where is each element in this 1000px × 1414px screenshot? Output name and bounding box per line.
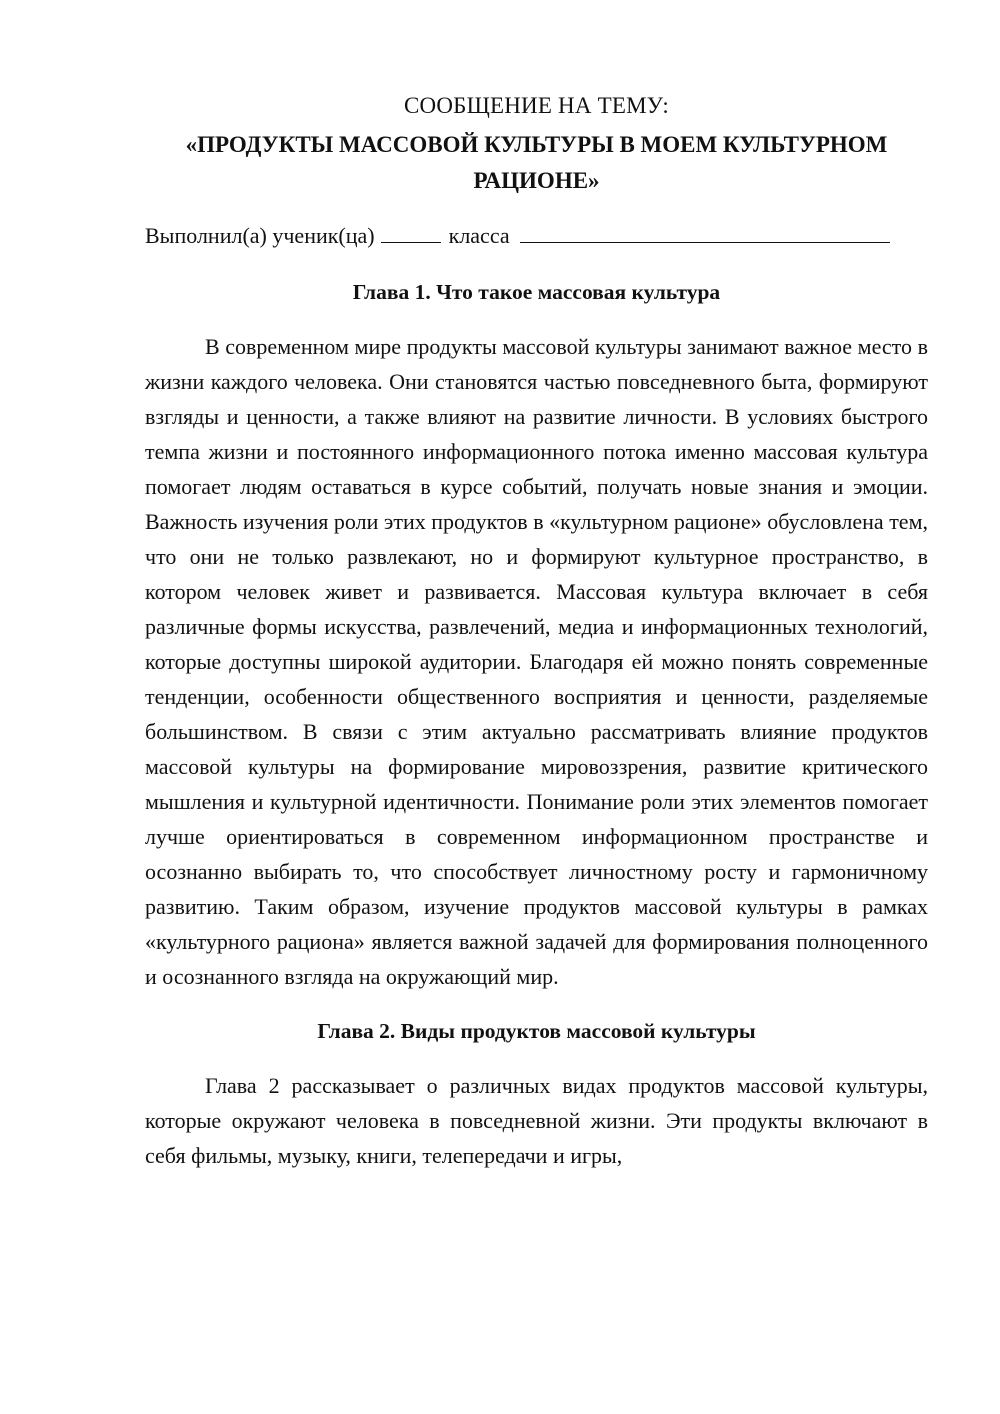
- report-type-heading: СООБЩЕНИЕ НА ТЕМУ:: [404, 93, 669, 118]
- chapter-2-title: Глава 2. Виды продуктов массовой культуры: [317, 1019, 756, 1043]
- chapter-1-paragraph: В современном мире продукты массовой культуры занимают важное место в жизни каждого человека. Они становятся частью повседневного быта, формируют взгляды и ценности, а также влияют на развитие личности. В условиях быстрого темпа жизни и постоянного информационного потока именно массовая культура помогает людям оставаться в курсе событий, получать новые знания и эмоции. Важность изучения роли этих продуктов в «культурном рационе» обусловлена тем, что они не только развлекают, но и формируют культурное пространство, в котором человек живет и развивается. Массовая культура включает в себя различные формы искусства, развлечений, медиа и информационных технологий, которые доступны широкой аудитории. Благодаря ей можно понять современные тенденции, особенности общественного восприятия и ценности, разделяемые большинством. В связи с этим актуально рассматривать влияние продуктов массовой культуры на формирование мировоззрения, развитие критического мышления и культурной идентичности. Понимание роли этих элементов помогает лучше ориентироваться в современном информационном пространстве и осознанно выбирать то, что способствует личностному росту и гармоничному развитию. Таким образом, изучение продуктов массовой культуры в рамках «культурного рациона» является важной задачей для формирования полноценного и осознанного взгляда на окружающий мир.: [145, 334, 928, 989]
- student-name-blank[interactable]: [520, 222, 890, 243]
- document-content: [145, 88, 928, 1173]
- chapter-2-paragraph: Глава 2 рассказывает о различных видах продуктов массовой культуры, которые окружают человека в повседневной жизни. Эти продукты включают в себя фильмы, музыку, книги, телепередачи и игры,: [145, 1073, 928, 1168]
- class-number-blank[interactable]: [381, 222, 441, 243]
- report-title: «ПРОДУКТЫ МАССОВОЙ КУЛЬТУРЫ В МОЕМ КУЛЬТУРНОМ РАЦИОНЕ»: [185, 132, 888, 193]
- author-label: Выполнил(а) ученик(ца): [145, 223, 375, 248]
- author-line: [145, 219, 928, 253]
- chapter-1-title: Глава 1. Что такое массовая культура: [352, 280, 721, 304]
- class-label: класса: [448, 223, 510, 248]
